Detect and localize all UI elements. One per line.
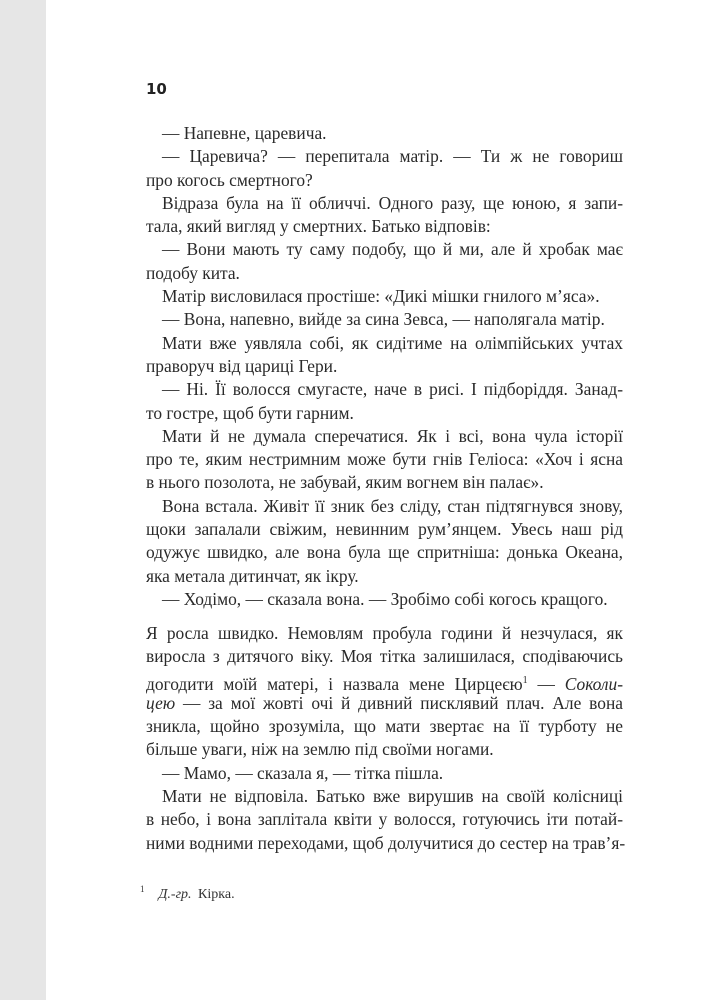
text-line: Відраза була на її обличчі. Одного разу, ще юною, я запи- <box>162 192 623 213</box>
text-line: праворуч від цариці Гери. <box>146 355 338 376</box>
text-line: — Ні. Її волосся смугасте, наче в рисі. І підборіддя. Занад- <box>162 379 623 400</box>
text-span: догодити моїй матері, і назвала мене Цирцеєю <box>146 673 523 694</box>
text-line: Мати й не думала сперечатися. Як і всі, вона чула історії <box>162 425 623 446</box>
text-line: — Царевича? — перепитала матір. — Ти ж не говориш <box>162 146 623 167</box>
text-line: — Напевне, царевича. <box>162 123 327 143</box>
text-line: Мати не відповіла. Батько вже вирушив на своїй колісниці <box>162 786 623 807</box>
footnote <box>140 884 235 903</box>
text-line: про те, яким нестримним може бути гнів Геліоса: «Хоч і ясна <box>146 449 623 470</box>
italic-text: цею <box>146 692 176 713</box>
text-line: в нього позолота, не забувай, яким вогнем він палає». <box>146 472 544 493</box>
text-line: подобу кита. <box>146 262 240 283</box>
text-line: то гостре, щоб бути гарним. <box>146 402 354 423</box>
text-block-dialogue <box>146 122 623 611</box>
text-line: тала, який вигляд у смертних. Батько відповів: <box>146 216 491 237</box>
text-line: Я росла швидко. Немовлям пробула години й незчулася, як <box>146 623 623 643</box>
footnote-abbreviation: Д.-гр. <box>158 887 192 902</box>
text-block-narrative <box>146 622 626 855</box>
text-span: — за мої жовті очі й дивний писклявий плач. Але вона <box>175 692 623 713</box>
italic-text: Соколи- <box>564 673 623 694</box>
text-line: більше уваги, ніж на землю під своїми ногами. <box>146 739 494 760</box>
text-line <box>146 669 623 692</box>
footnote-mark: 1 <box>140 884 145 894</box>
footnote-reference: 1 <box>522 674 528 686</box>
text-line: виросла з дитячого віку. Моя тітка залишилася, сподіваючись <box>146 646 623 667</box>
text-line: одужує швидко, але вона була ще спритніша: донька Океана, <box>146 542 623 563</box>
text-line: — Мамо, — сказала я, — тітка пішла. <box>162 762 444 783</box>
text-line: Мати вже уявляла собі, як сидітиме на олімпійських учтах <box>162 332 623 353</box>
text-line: — Вони мають ту саму подобу, що й ми, але й хробак має <box>162 239 623 260</box>
text-span: — <box>527 673 565 694</box>
text-line: Вона встала. Живіт її зник без сліду, стан підтягнувся знову, <box>162 495 623 516</box>
text-line: — Ходімо, — сказала вона. — Зробімо собі когось кращого. <box>162 588 608 609</box>
text-line <box>146 692 623 715</box>
text-line: щоки запалали свіжим, невинним рум’янцем. Увесь наш рід <box>146 519 623 540</box>
text-line: яка метала дитинчат, як ікру. <box>146 565 359 586</box>
text-line: зникла, щойно зрозуміла, що мати звертає на її турботу не <box>146 716 623 737</box>
text-line: в небо, і вона заплітала квіти у волосся, готуючись іти потай- <box>146 809 623 830</box>
text-line: ними водними переходами, щоб долучитися до сестер на трав’я- <box>146 832 626 853</box>
page-number: 10 <box>146 80 167 98</box>
text-line: Матір висловилася простіше: «Дикі мішки гнилого м’яса». <box>162 286 600 307</box>
text-line: про когось смертного? <box>146 169 313 190</box>
footnote-text: Кірка. <box>198 887 235 902</box>
text-line: — Вона, напевно, вийде за сина Зевса, — наполягала матір. <box>162 309 605 330</box>
